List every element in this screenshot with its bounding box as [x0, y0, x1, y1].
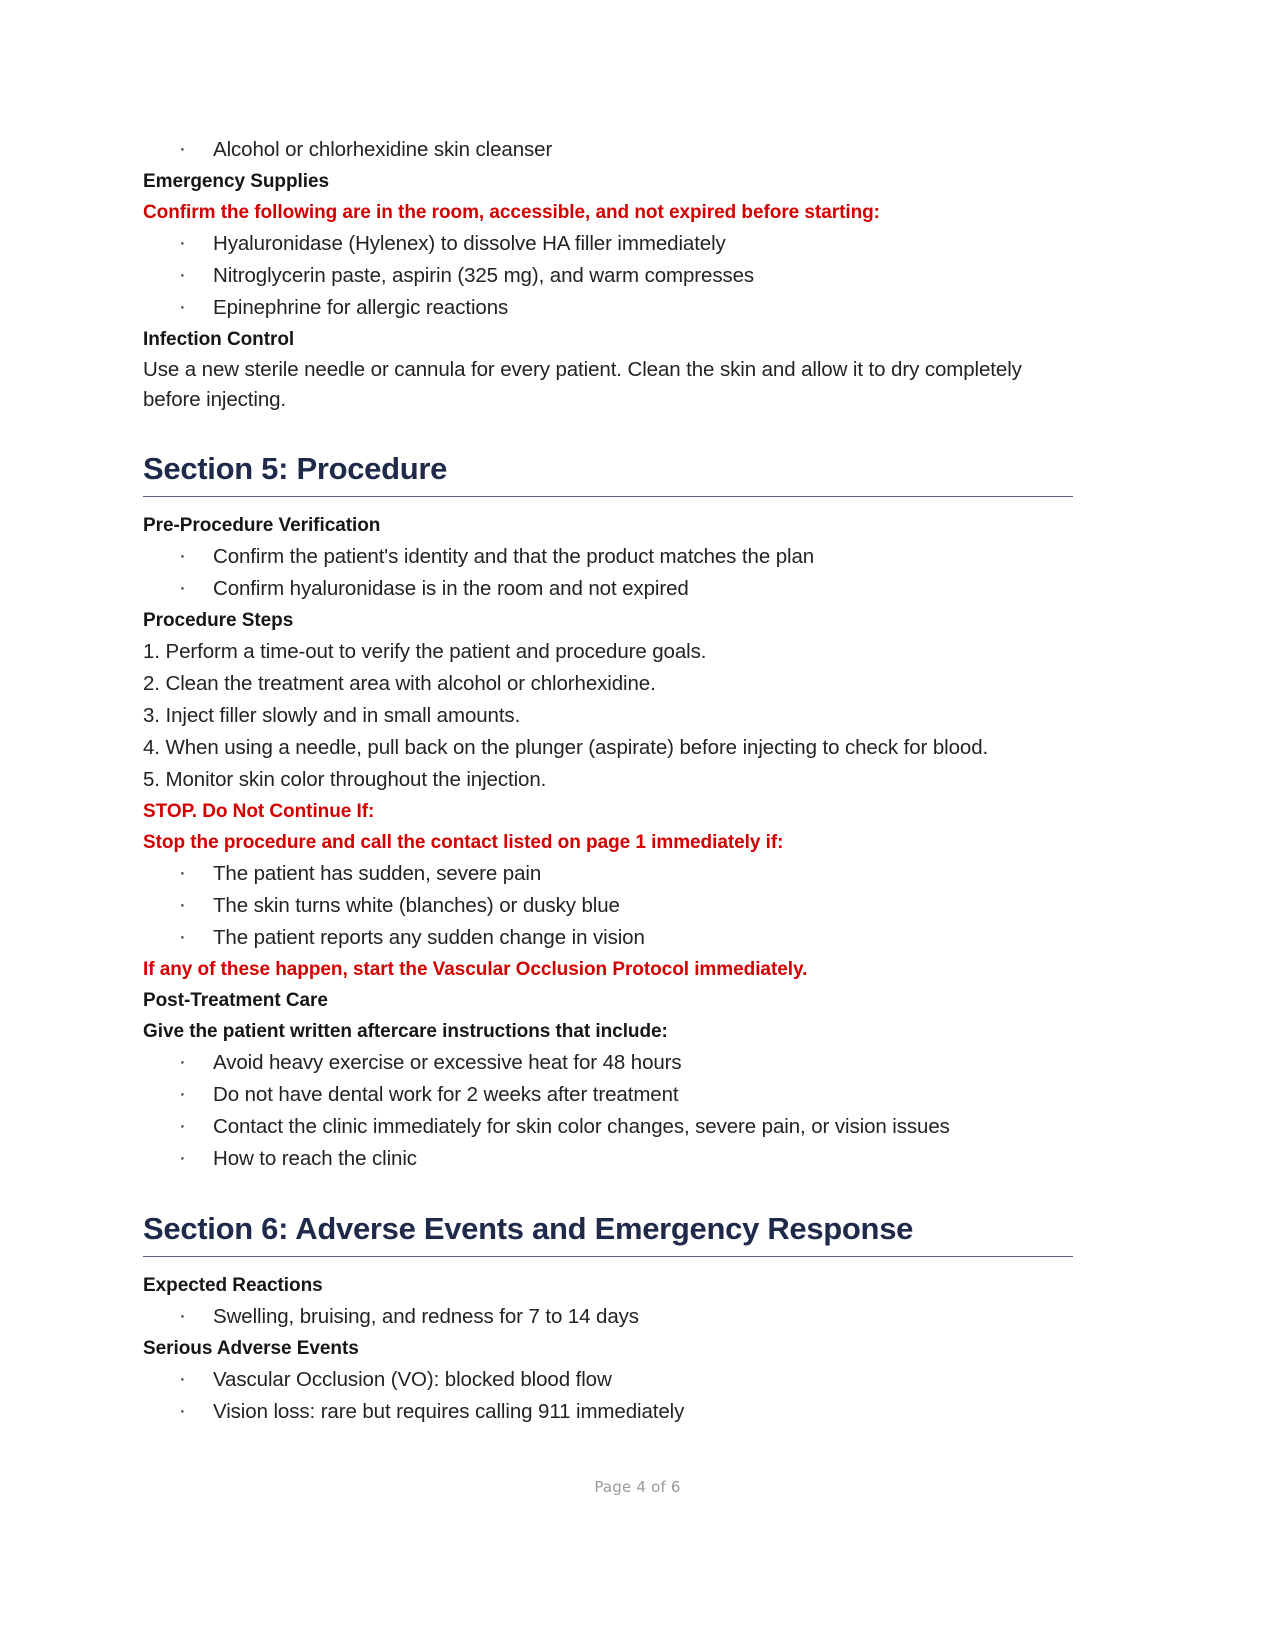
expected-reactions-heading: Expected Reactions	[143, 1275, 323, 1296]
bullet-dot-icon: ·	[179, 1304, 186, 1327]
bullet-dot-icon: ·	[179, 925, 186, 948]
list-item-label: Avoid heavy exercise or excessive heat for 48 hours	[213, 1051, 682, 1074]
section-5	[143, 449, 1073, 497]
section-5-title: Section 5: Procedure	[143, 451, 448, 486]
bullet-dot-icon: ·	[179, 1399, 186, 1422]
bullet-dot-icon: ·	[179, 263, 186, 286]
stop-warning-heading: STOP. Do Not Continue If:	[143, 801, 375, 822]
list-item-label: How to reach the clinic	[213, 1147, 417, 1170]
list-item	[143, 228, 1073, 260]
list-item-label: The skin turns white (blanches) or dusky blue	[213, 894, 620, 917]
bullet-dot-icon: ·	[179, 1050, 186, 1073]
procedure-steps-heading: Procedure Steps	[143, 610, 294, 631]
section-6-rule	[143, 1256, 1073, 1257]
procedure-step: 1. Perform a time-out to verify the patient and procedure goals.	[143, 640, 707, 663]
list-item-label: Vascular Occlusion (VO): blocked blood flow	[213, 1368, 612, 1391]
list-item	[143, 1301, 1073, 1333]
list-item	[143, 292, 1073, 324]
list-item	[143, 573, 1073, 605]
page-footer: Page 4 of 6	[594, 1478, 681, 1496]
post-treatment-instruction: Give the patient written aftercare instructions that include:	[143, 1021, 668, 1042]
list-item-label: Alcohol or chlorhexidine skin cleanser	[213, 138, 553, 161]
bullet-dot-icon: ·	[179, 576, 186, 599]
list-item-label: The patient reports any sudden change in vision	[213, 926, 645, 949]
bullet-dot-icon: ·	[179, 1367, 186, 1390]
infection-control-paragraph: Use a new sterile needle or cannula for every patient. Clean the skin and allow it to dry completely before injecting.	[143, 358, 1022, 411]
emergency-supplies-heading: Emergency Supplies	[143, 171, 330, 192]
stop-warning-list	[143, 858, 1073, 954]
list-item-label: Contact the clinic immediately for skin color changes, severe pain, or vision issues	[213, 1115, 950, 1138]
list-item-label: Nitroglycerin paste, aspirin (325 mg), and warm compresses	[213, 264, 755, 287]
list-item	[143, 1396, 1073, 1428]
emergency-supplies-list	[143, 228, 1073, 324]
post-treatment-list	[143, 1047, 1073, 1175]
list-item-label: Do not have dental work for 2 weeks after treatment	[213, 1083, 679, 1106]
list-item	[143, 1143, 1073, 1175]
stop-warning-subheading: Stop the procedure and call the contact listed on page 1 immediately if:	[143, 832, 784, 853]
section-6	[143, 1209, 1073, 1257]
procedure-step: 5. Monitor skin color throughout the injection.	[143, 768, 547, 791]
pre-procedure-heading: Pre-Procedure Verification	[143, 515, 381, 536]
list-item	[143, 134, 1073, 166]
bullet-dot-icon: ·	[179, 1082, 186, 1105]
expected-reactions-list	[143, 1301, 1073, 1333]
pre-procedure-list	[143, 541, 1073, 605]
section-5-rule	[143, 496, 1073, 497]
list-item	[143, 260, 1073, 292]
bullet-dot-icon: ·	[179, 137, 186, 160]
section-6-body	[143, 1270, 1073, 1428]
section-5-body	[143, 510, 1073, 1175]
bullet-dot-icon: ·	[179, 893, 186, 916]
serious-adverse-events-heading: Serious Adverse Events	[143, 1338, 359, 1359]
bullet-dot-icon: ·	[179, 231, 186, 254]
serious-adverse-events-list	[143, 1364, 1073, 1428]
list-item-label: Epinephrine for allergic reactions	[213, 296, 509, 319]
list-item	[143, 890, 1073, 922]
list-item	[143, 1079, 1073, 1111]
list-item-label: Swelling, bruising, and redness for 7 to 14 days	[213, 1305, 639, 1328]
list-item-label: The patient has sudden, severe pain	[213, 862, 542, 885]
list-item	[143, 541, 1073, 573]
bullet-dot-icon: ·	[179, 861, 186, 884]
page-content	[143, 134, 1073, 1428]
emergency-supplies-alert: Confirm the following are in the room, accessible, and not expired before starting:	[143, 202, 880, 223]
list-item	[143, 1047, 1073, 1079]
bullet-dot-icon: ·	[179, 1146, 186, 1169]
procedure-step: 4. When using a needle, pull back on the plunger (aspirate) before injecting to check for blood.	[143, 736, 989, 759]
supplies-trailing-list	[143, 134, 1073, 166]
procedure-step: 3. Inject filler slowly and in small amounts.	[143, 704, 521, 727]
section-6-title: Section 6: Adverse Events and Emergency Response	[143, 1211, 914, 1246]
list-item	[143, 858, 1073, 890]
procedure-step: 2. Clean the treatment area with alcohol or chlorhexidine.	[143, 672, 656, 695]
stop-warning-closing: If any of these happen, start the Vascular Occlusion Protocol immediately.	[143, 959, 808, 980]
list-item	[143, 922, 1073, 954]
bullet-dot-icon: ·	[179, 1114, 186, 1137]
bullet-dot-icon: ·	[179, 295, 186, 318]
list-item-label: Hyaluronidase (Hylenex) to dissolve HA filler immediately	[213, 232, 726, 255]
list-item-label: Confirm the patient's identity and that the product matches the plan	[213, 545, 815, 568]
list-item	[143, 1111, 1073, 1143]
post-treatment-heading: Post-Treatment Care	[143, 990, 328, 1011]
list-item-label: Confirm hyaluronidase is in the room and not expired	[213, 577, 689, 600]
bullet-dot-icon: ·	[179, 544, 186, 567]
list-item	[143, 1364, 1073, 1396]
infection-control-heading: Infection Control	[143, 329, 295, 350]
list-item-label: Vision loss: rare but requires calling 911 immediately	[213, 1400, 685, 1423]
